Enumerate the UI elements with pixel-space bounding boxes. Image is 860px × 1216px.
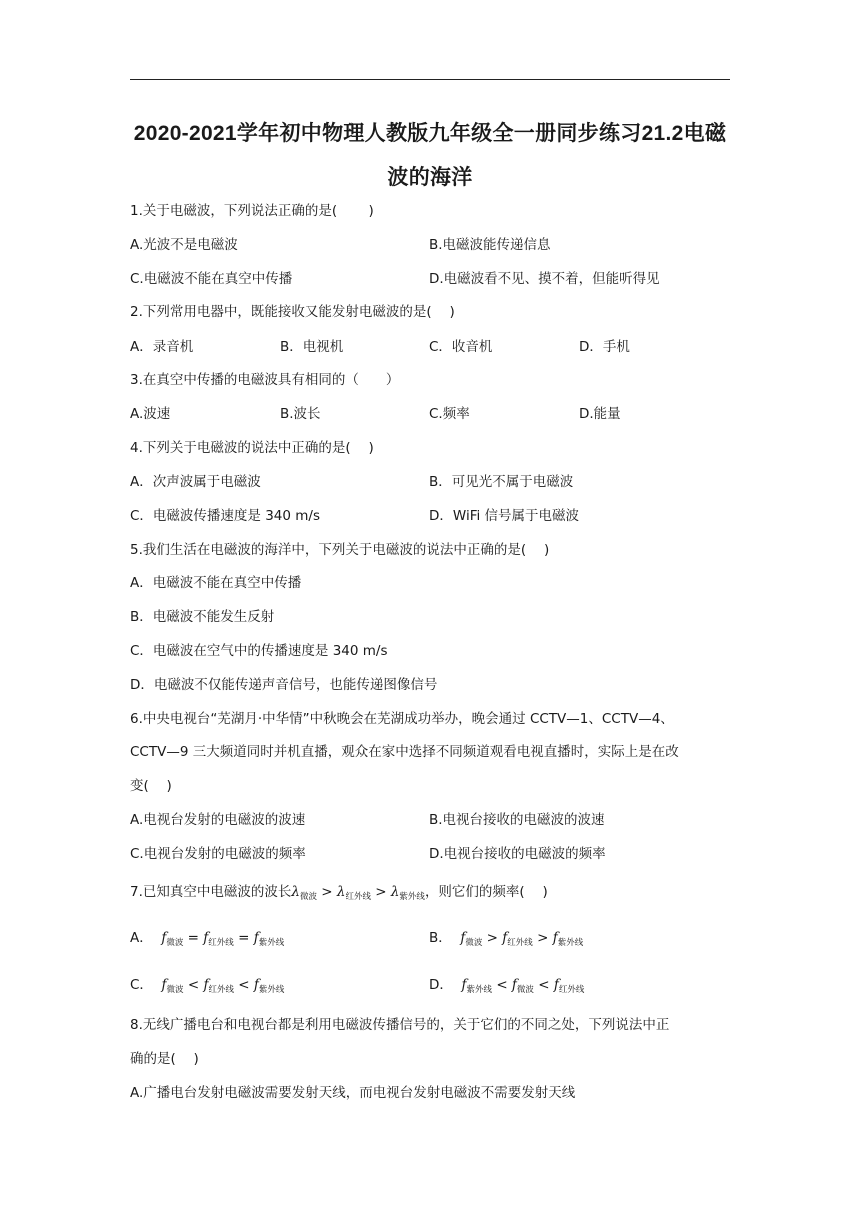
lambda-symbol: λ: [291, 884, 300, 900]
subscript-infrared: 红外线: [507, 938, 533, 948]
frequency-symbol: f: [502, 930, 508, 946]
less-than: <: [538, 977, 550, 993]
greater-than: >: [486, 930, 498, 946]
subscript-ultraviolet: 紫外线: [258, 985, 285, 995]
greater-than: >: [375, 884, 387, 900]
question-2-option-c: C．收音机: [429, 339, 493, 355]
question-6-stem-line-1: 6.中央电视台“芜湖月·中华情”中秋晚会在芜湖成功举办，晚会通过 CCTV—1、CCTV—4、: [130, 711, 674, 727]
frequency-symbol: f: [203, 977, 209, 993]
question-2-option-d: D．手机: [579, 339, 630, 355]
subscript-microwave: 微波: [465, 938, 483, 948]
frequency-symbol: f: [511, 977, 517, 993]
option-label: A．: [130, 930, 153, 946]
less-than: <: [187, 977, 200, 993]
question-4-option-b: B．可见光不属于电磁波: [429, 474, 574, 490]
frequency-symbol: f: [552, 930, 558, 946]
lambda-symbol: λ: [390, 884, 400, 900]
question-6-option-b: B.电视台接收的电磁波的波速: [429, 812, 605, 828]
subscript-ultraviolet: 紫外线: [258, 938, 285, 948]
document-title-line-2: 波的海洋: [387, 166, 473, 189]
question-1-option-c: C.电磁波不能在真空中传播: [130, 271, 293, 287]
question-7-option-b: [429, 929, 583, 952]
frequency-symbol: f: [460, 930, 466, 946]
question-6-option-d: D.电视台接收的电磁波的频率: [429, 846, 606, 862]
option-label: C．: [130, 977, 153, 993]
subscript-microwave: 微波: [299, 892, 317, 902]
question-8-stem-line-2: 确的是( ): [130, 1051, 199, 1067]
equals: =: [238, 930, 250, 946]
question-7-stem-post: ，则它们的频率( ): [424, 884, 548, 900]
question-6-option-a: A.电视台发射的电磁波的波速: [130, 812, 306, 828]
subscript-microwave: 微波: [166, 938, 184, 948]
question-2-option-b: B．电视机: [280, 339, 344, 355]
question-5-option-a: A．电磁波不能在真空中传播: [130, 575, 302, 591]
question-3-option-d: D.能量: [579, 406, 621, 422]
question-7-stem: [130, 883, 740, 906]
subscript-ultraviolet: 紫外线: [466, 985, 493, 995]
question-8-stem-line-1: 8.无线广播电台和电视台都是利用电磁波传播信号的，关于它们的不同之处，下列说法中正: [130, 1017, 670, 1033]
question-3-option-b: B.波长: [280, 406, 321, 422]
subscript-infrared: 红外线: [345, 892, 371, 902]
subscript-ultraviolet: 紫外线: [399, 892, 425, 902]
question-7-stem-pre: 7.已知真空中电磁波的波长: [130, 884, 292, 900]
subscript-microwave: 微波: [166, 985, 184, 995]
question-7-option-c: [130, 976, 284, 999]
lambda-symbol: λ: [336, 884, 346, 900]
option-label: D．: [429, 977, 453, 993]
frequency-symbol: f: [461, 977, 467, 993]
greater-than: >: [537, 930, 549, 946]
question-6-option-c: C.电视台发射的电磁波的频率: [130, 846, 306, 862]
question-3-option-c: C.频率: [429, 406, 470, 422]
less-than: <: [238, 977, 250, 993]
question-8-option-a: A.广播电台发射电磁波需要发射天线，而电视台发射电磁波不需要发射天线: [130, 1085, 576, 1101]
subscript-ultraviolet: 紫外线: [557, 938, 584, 948]
question-5-option-b: B．电磁波不能发生反射: [130, 609, 275, 625]
question-4-option-a: A．次声波属于电磁波: [130, 474, 261, 490]
greater-than: >: [321, 884, 333, 900]
question-6-stem-line-3: 变( ): [130, 778, 172, 794]
question-1-option-a: A.光波不是电磁波: [130, 237, 238, 253]
header-rule: [130, 79, 730, 80]
question-5-stem: 5.我们生活在电磁波的海洋中，下列关于电磁波的说法中正确的是( ): [130, 542, 550, 558]
frequency-symbol: f: [161, 977, 167, 993]
less-than: <: [496, 977, 508, 993]
question-4-option-d: D．WiFi 信号属于电磁波: [429, 508, 580, 524]
question-7-option-d: [429, 976, 584, 999]
frequency-symbol: f: [203, 930, 209, 946]
question-2-stem: 2.下列常用电器中，既能接收又能发射电磁波的是( ): [130, 304, 455, 320]
question-5-option-d: D．电磁波不仅能传递声音信号，也能传递图像信号: [130, 677, 438, 693]
question-3-option-a: A.波速: [130, 406, 171, 422]
question-1-option-d: D.电磁波看不见、摸不着，但能听得见: [429, 271, 660, 287]
frequency-symbol: f: [253, 930, 259, 946]
equals: =: [187, 930, 199, 946]
frequency-symbol: f: [553, 977, 559, 993]
option-label: B．: [429, 930, 452, 946]
frequency-symbol: f: [161, 930, 167, 946]
question-4-stem: 4.下列关于电磁波的说法中正确的是( ): [130, 440, 374, 456]
subscript-microwave: 微波: [516, 985, 534, 995]
frequency-symbol: f: [253, 977, 259, 993]
question-6-stem-line-2: CCTV—9 三大频道同时并机直播，观众在家中选择不同频道观看电视直播时，实际上是在改: [130, 744, 679, 760]
question-7-option-a: [130, 929, 284, 952]
subscript-infrared: 红外线: [558, 985, 585, 995]
question-1-stem: 1.关于电磁波，下列说法正确的是( ): [130, 203, 374, 219]
subscript-infrared: 红外线: [208, 938, 234, 948]
document-title-line-1: 2020-2021学年初中物理人教版九年级全一册同步练习21.2电磁: [133, 122, 727, 145]
question-1-option-b: B.电磁波能传递信息: [429, 237, 551, 253]
question-2-option-a: A．录音机: [130, 339, 194, 355]
question-5-option-c: C．电磁波在空气中的传播速度是 340 m/s: [130, 643, 388, 659]
question-3-stem: 3.在真空中传播的电磁波具有相同的（ ）: [130, 372, 400, 388]
subscript-infrared: 红外线: [208, 985, 234, 995]
question-4-option-c: C．电磁波传播速度是 340 m/s: [130, 508, 321, 524]
